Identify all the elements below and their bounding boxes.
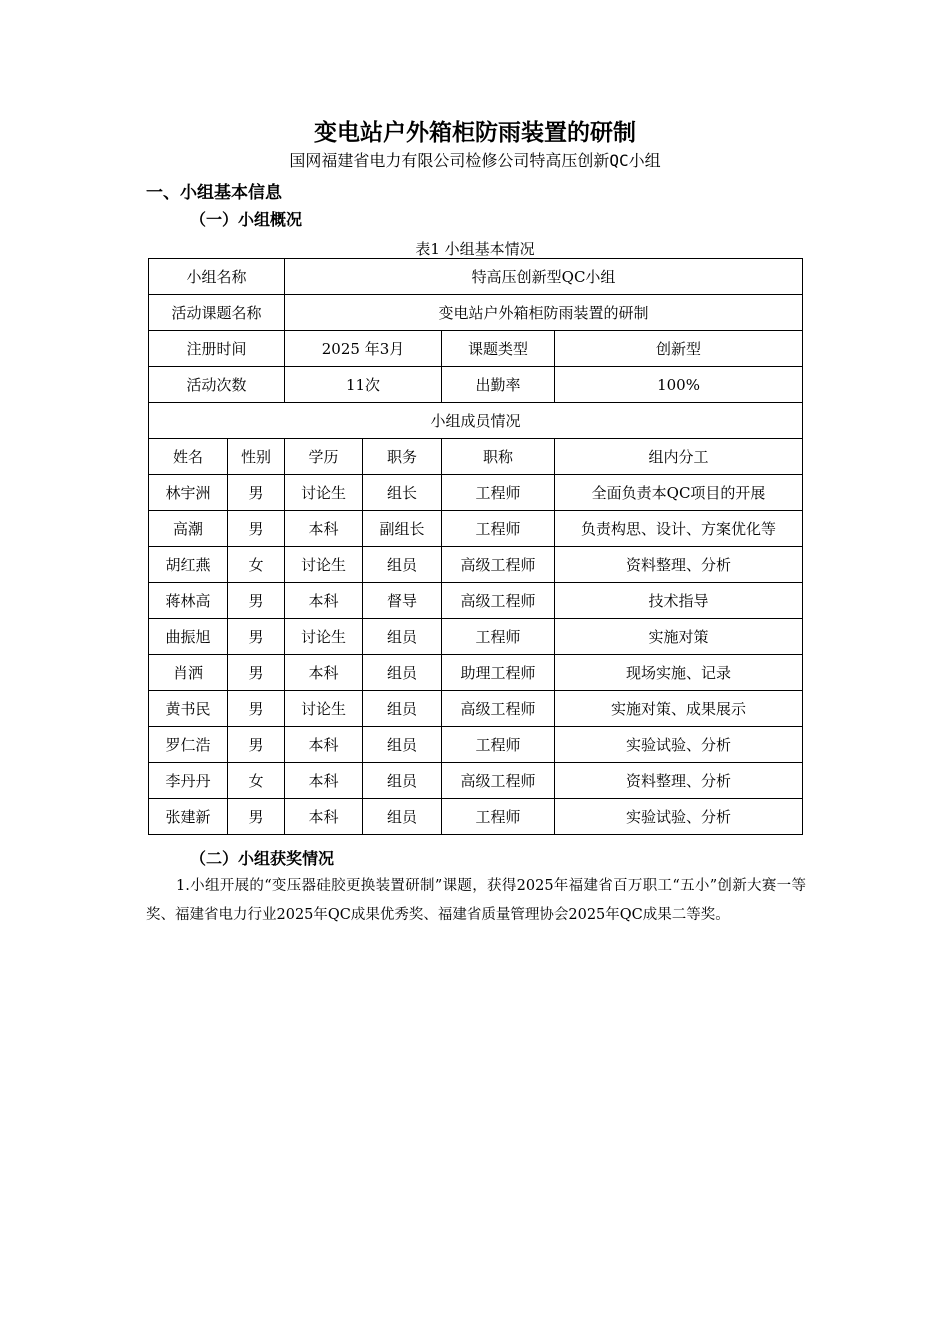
attendance-value: 100% <box>555 367 803 403</box>
header-cell: 职务 <box>363 439 442 475</box>
table-row <box>149 799 803 835</box>
member-name-cell: 张建新 <box>149 799 228 835</box>
member-name-cell: 李丹丹 <box>149 763 228 799</box>
group-info-table <box>148 258 803 835</box>
member-gender-cell: 男 <box>228 475 285 511</box>
member-title-cell: 高级工程师 <box>442 583 555 619</box>
member-position-cell: 组员 <box>363 655 442 691</box>
table-row <box>149 691 803 727</box>
table-row <box>149 619 803 655</box>
member-duty-cell: 技术指导 <box>555 583 803 619</box>
member-duty-cell: 资料整理、分析 <box>555 763 803 799</box>
header-cell: 性别 <box>228 439 285 475</box>
member-gender-cell: 男 <box>228 727 285 763</box>
member-education-cell: 讨论生 <box>285 619 363 655</box>
group-name-label: 小组名称 <box>149 259 285 295</box>
member-title-cell: 工程师 <box>442 475 555 511</box>
table-row <box>149 511 803 547</box>
member-title-cell: 工程师 <box>442 619 555 655</box>
member-gender-cell: 男 <box>228 799 285 835</box>
member-gender-cell: 女 <box>228 763 285 799</box>
member-title-cell: 高级工程师 <box>442 763 555 799</box>
member-education-cell: 讨论生 <box>285 475 363 511</box>
member-position-cell: 组员 <box>363 619 442 655</box>
member-position-cell: 组员 <box>363 691 442 727</box>
member-position-cell: 组员 <box>363 799 442 835</box>
member-position-cell: 副组长 <box>363 511 442 547</box>
subsection-heading-overview: （一）小组概况 <box>190 210 303 229</box>
group-name-value: 特高压创新型QC小组 <box>285 259 803 295</box>
members-section-title: 小组成员情况 <box>149 403 803 439</box>
member-gender-cell: 女 <box>228 547 285 583</box>
member-duty-cell: 现场实施、记录 <box>555 655 803 691</box>
member-gender-cell: 男 <box>228 691 285 727</box>
member-duty-cell: 实施对策 <box>555 619 803 655</box>
attendance-label: 出勤率 <box>442 367 555 403</box>
table-caption: 表1 小组基本情况 <box>415 240 535 258</box>
member-name-cell: 黄书民 <box>149 691 228 727</box>
header-cell: 姓名 <box>149 439 228 475</box>
member-position-cell: 督导 <box>363 583 442 619</box>
members-header-row <box>149 439 803 475</box>
member-title-cell: 高级工程师 <box>442 547 555 583</box>
member-position-cell: 组长 <box>363 475 442 511</box>
topic-type-label: 课题类型 <box>442 331 555 367</box>
member-name-cell: 林宇洲 <box>149 475 228 511</box>
member-duty-cell: 全面负责本QC项目的开展 <box>555 475 803 511</box>
table-row <box>149 763 803 799</box>
member-title-cell: 工程师 <box>442 511 555 547</box>
member-name-cell: 胡红燕 <box>149 547 228 583</box>
member-position-cell: 组员 <box>363 763 442 799</box>
member-name-cell: 蒋林高 <box>149 583 228 619</box>
member-title-cell: 工程师 <box>442 727 555 763</box>
member-education-cell: 本科 <box>285 511 363 547</box>
member-gender-cell: 男 <box>228 511 285 547</box>
member-duty-cell: 实验试验、分析 <box>555 727 803 763</box>
table-row <box>149 259 803 295</box>
member-duty-cell: 实验试验、分析 <box>555 799 803 835</box>
member-education-cell: 讨论生 <box>285 691 363 727</box>
member-duty-cell: 资料整理、分析 <box>555 547 803 583</box>
table-row <box>149 727 803 763</box>
reg-time-label: 注册时间 <box>149 331 285 367</box>
table-row <box>149 295 803 331</box>
member-education-cell: 本科 <box>285 799 363 835</box>
member-education-cell: 本科 <box>285 727 363 763</box>
member-gender-cell: 男 <box>228 655 285 691</box>
table-row <box>149 547 803 583</box>
member-education-cell: 讨论生 <box>285 547 363 583</box>
topic-value: 变电站户外箱柜防雨装置的研制 <box>285 295 803 331</box>
member-gender-cell: 男 <box>228 583 285 619</box>
awards-paragraph: 1.小组开展的“变压器硅胶更换装置研制”课题，获得2025年福建省百万职工“五小”创新大赛一等奖、福建省电力行业2025年QC成果优秀奖、福建省质量管理协会2025年QC成果二等奖。 <box>146 878 806 923</box>
member-duty-cell: 实施对策、成果展示 <box>555 691 803 727</box>
member-title-cell: 高级工程师 <box>442 691 555 727</box>
member-name-cell: 罗仁浩 <box>149 727 228 763</box>
member-name-cell: 高潮 <box>149 511 228 547</box>
member-position-cell: 组员 <box>363 727 442 763</box>
member-gender-cell: 男 <box>228 619 285 655</box>
member-name-cell: 肖洒 <box>149 655 228 691</box>
member-education-cell: 本科 <box>285 655 363 691</box>
document-subtitle: 国网福建省电力有限公司检修公司特高压创新QC小组 <box>289 151 661 170</box>
table-row <box>149 331 803 367</box>
member-title-cell: 助理工程师 <box>442 655 555 691</box>
activity-count-label: 活动次数 <box>149 367 285 403</box>
member-education-cell: 本科 <box>285 763 363 799</box>
member-duty-cell: 负责构思、设计、方案优化等 <box>555 511 803 547</box>
table-row <box>149 583 803 619</box>
header-cell: 职称 <box>442 439 555 475</box>
table-row <box>149 655 803 691</box>
topic-label: 活动课题名称 <box>149 295 285 331</box>
table-row <box>149 367 803 403</box>
document-title: 变电站户外箱柜防雨装置的研制 <box>314 120 636 146</box>
member-title-cell: 工程师 <box>442 799 555 835</box>
member-education-cell: 本科 <box>285 583 363 619</box>
header-cell: 组内分工 <box>555 439 803 475</box>
member-name-cell: 曲振旭 <box>149 619 228 655</box>
activity-count-value: 11次 <box>285 367 442 403</box>
table-row <box>149 403 803 439</box>
section-heading-basic-info: 一、小组基本信息 <box>146 183 282 203</box>
member-position-cell: 组员 <box>363 547 442 583</box>
reg-time-value: 2025 年3月 <box>285 331 442 367</box>
header-cell: 学历 <box>285 439 363 475</box>
topic-type-value: 创新型 <box>555 331 803 367</box>
subsection-heading-awards: （二）小组获奖情况 <box>190 849 335 868</box>
table-row <box>149 475 803 511</box>
